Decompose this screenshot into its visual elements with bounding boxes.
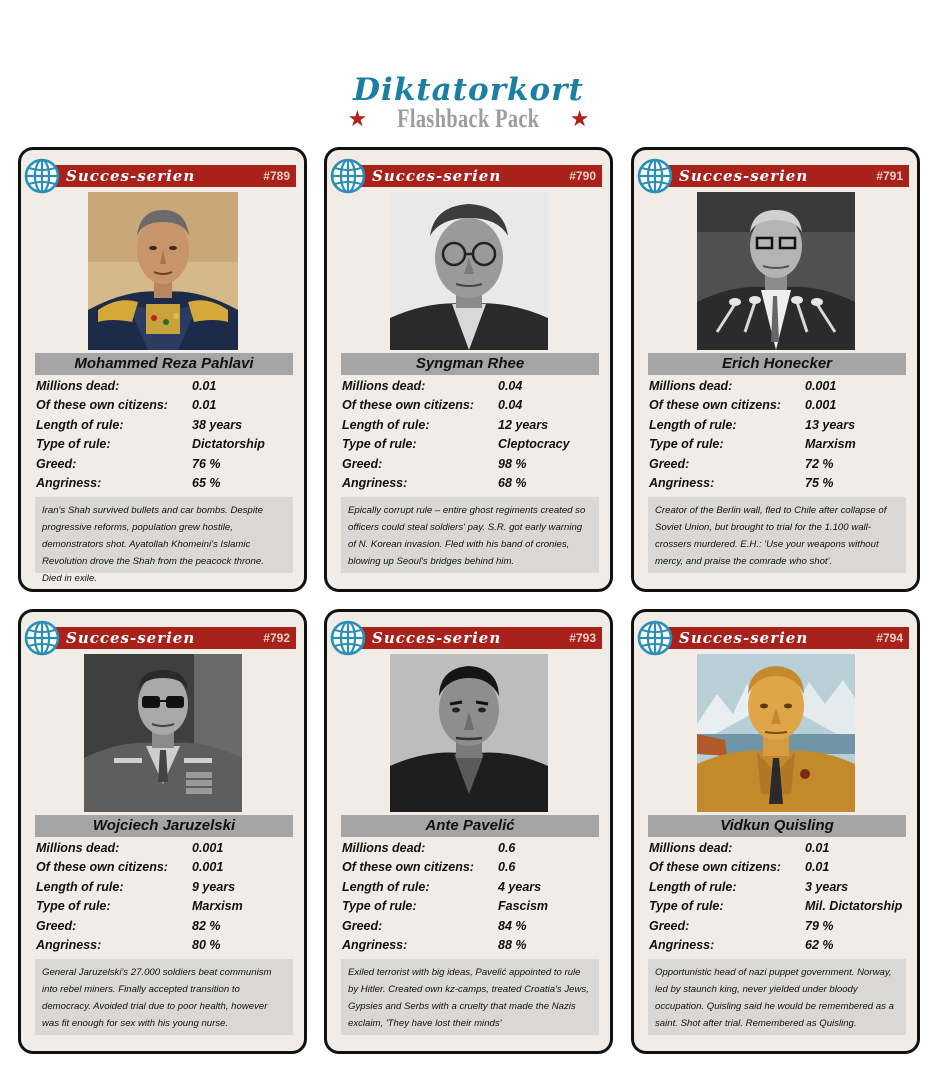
card-banner bbox=[354, 165, 602, 187]
stat-value: 88 % bbox=[498, 937, 527, 952]
stat-label: Of these own citizens: bbox=[649, 398, 781, 413]
stat-row bbox=[342, 398, 602, 417]
stats-table bbox=[342, 379, 602, 495]
stat-row bbox=[36, 398, 296, 417]
stat-row bbox=[36, 457, 296, 476]
card-banner bbox=[661, 627, 909, 649]
stat-value: 0.6 bbox=[498, 841, 516, 855]
stat-value: 13 years bbox=[805, 417, 856, 432]
stat-value: 0.04 bbox=[498, 398, 523, 413]
stat-label: Greed: bbox=[36, 456, 77, 471]
brand-subtitle: Flashback Pack bbox=[397, 104, 540, 133]
stat-label: Of these own citizens: bbox=[36, 860, 168, 875]
stat-row bbox=[342, 841, 602, 860]
card-number: #790 bbox=[569, 169, 596, 183]
card-description: Epically corrupt rule – entire ghost regiments created so officers could steal soldiers' pay. S.R. got early warning of N. Korean invasion. Fled with his band of cronies, blowing up Seoul's bridges behind him. bbox=[341, 497, 599, 573]
stat-label: Type of rule: bbox=[649, 899, 724, 914]
stat-label: Greed: bbox=[649, 918, 690, 933]
stat-label: Angriness: bbox=[649, 475, 715, 490]
card-description: Opportunistic head of nazi puppet government. Norway, led by staunch king, never yielded under bloody occupation. Quisling said he would be remembered as a saint. Shot after trial. Remembered as Quisling. bbox=[648, 959, 906, 1035]
stat-value: 0.01 bbox=[805, 841, 830, 855]
portrait-image bbox=[88, 192, 238, 350]
stat-row bbox=[36, 476, 296, 495]
card-description: Creator of the Berlin wall, fled to Chile after collapse of Soviet Union, but brought to trial for the 1.100 wall-crossers murdered. E.H.: 'Use your weapons without mercy, and praise the comrade who shot'. bbox=[648, 497, 906, 573]
stats-table bbox=[342, 841, 602, 957]
stat-value: 79 % bbox=[805, 918, 834, 933]
stat-value: Mil. Dictatorship bbox=[805, 899, 903, 914]
stat-row bbox=[342, 379, 602, 398]
portrait-image bbox=[390, 654, 548, 812]
stat-row bbox=[36, 418, 296, 437]
stat-value: Marxism bbox=[805, 437, 856, 452]
stat-label: Type of rule: bbox=[342, 437, 417, 452]
stat-value: 12 years bbox=[498, 417, 549, 432]
stat-row bbox=[36, 860, 296, 879]
stat-value: 84 % bbox=[498, 918, 527, 933]
dictator-name: Wojciech Jaruzelski bbox=[35, 815, 293, 837]
stat-row bbox=[649, 437, 909, 456]
dictator-name: Vidkun Quisling bbox=[648, 815, 906, 837]
stat-label: Greed: bbox=[36, 918, 77, 933]
globe-icon bbox=[330, 620, 366, 656]
page-header bbox=[0, 72, 937, 138]
stat-label: Millions dead: bbox=[342, 379, 426, 393]
stat-value: 0.01 bbox=[805, 860, 830, 875]
portrait-image bbox=[84, 654, 242, 812]
stat-row bbox=[649, 919, 909, 938]
portrait-image bbox=[390, 192, 548, 350]
stat-row bbox=[36, 899, 296, 918]
stat-row bbox=[36, 437, 296, 456]
stat-value: Dictatorship bbox=[192, 437, 265, 452]
stat-label: Greed: bbox=[342, 918, 383, 933]
stat-label: Millions dead: bbox=[342, 841, 426, 855]
stat-label: Greed: bbox=[649, 456, 690, 471]
stat-value: 0.01 bbox=[192, 398, 217, 413]
dictator-card bbox=[324, 609, 613, 1054]
stat-row bbox=[649, 899, 909, 918]
stat-label: Length of rule: bbox=[649, 417, 737, 432]
globe-icon bbox=[637, 158, 673, 194]
stat-value: 9 years bbox=[192, 879, 236, 894]
card-description: Iran's Shah survived bullets and car bombs. Despite progressive reforms, population grew hostile, demonstrators shot. Ayatollah Khomeini's Islamic Revolution drove the Shah from the peacock throne. Died in exile. bbox=[35, 497, 293, 573]
stat-label: Greed: bbox=[342, 456, 383, 471]
stat-value: 0.6 bbox=[498, 860, 516, 875]
stat-row bbox=[342, 938, 602, 957]
stat-value: 80 % bbox=[192, 937, 221, 952]
stat-row bbox=[649, 418, 909, 437]
stat-value: 76 % bbox=[192, 456, 221, 471]
stat-label: Angriness: bbox=[36, 937, 102, 952]
stat-row bbox=[649, 476, 909, 495]
card-description: General Jaruzelski's 27.000 soldiers beat communism into rebel miners. Finally accepted transition to democracy. Avoided trial due to poor health, however was fit enough for sex with his young nurse. bbox=[35, 959, 293, 1035]
card-number: #794 bbox=[876, 631, 903, 645]
portrait-image bbox=[697, 654, 855, 812]
globe-icon bbox=[24, 620, 60, 656]
stats-table bbox=[36, 841, 296, 957]
stat-row bbox=[649, 398, 909, 417]
stat-row bbox=[36, 938, 296, 957]
series-label: Succes-serien bbox=[679, 167, 809, 185]
stat-label: Length of rule: bbox=[342, 417, 430, 432]
stat-label: Length of rule: bbox=[36, 879, 124, 894]
globe-icon bbox=[637, 620, 673, 656]
stat-value: 4 years bbox=[498, 879, 542, 894]
series-label: Succes-serien bbox=[372, 629, 502, 647]
stat-row bbox=[36, 379, 296, 398]
stat-row bbox=[649, 938, 909, 957]
stat-label: Length of rule: bbox=[342, 879, 430, 894]
stat-row bbox=[36, 841, 296, 860]
stat-value: 3 years bbox=[805, 879, 849, 894]
brand-subtitle-row bbox=[0, 104, 937, 134]
stat-value: 82 % bbox=[192, 918, 221, 933]
card-banner bbox=[661, 165, 909, 187]
stat-label: Length of rule: bbox=[36, 417, 124, 432]
stat-row bbox=[342, 457, 602, 476]
dictator-card bbox=[18, 609, 307, 1054]
dictator-name: Syngman Rhee bbox=[341, 353, 599, 375]
stat-label: Of these own citizens: bbox=[649, 860, 781, 875]
stat-label: Millions dead: bbox=[649, 379, 733, 393]
stats-table bbox=[649, 379, 909, 495]
stat-value: Fascism bbox=[498, 899, 549, 914]
stat-label: Millions dead: bbox=[36, 841, 120, 855]
stat-value: Marxism bbox=[192, 899, 243, 914]
stat-label: Millions dead: bbox=[36, 379, 120, 393]
stat-value: 0.001 bbox=[192, 860, 224, 875]
stat-row bbox=[342, 919, 602, 938]
card-banner bbox=[48, 627, 296, 649]
stat-value: 38 years bbox=[192, 417, 243, 432]
stat-value: Cleptocracy bbox=[498, 437, 570, 452]
stat-value: 0.001 bbox=[805, 379, 837, 393]
stats-table bbox=[649, 841, 909, 957]
card-number: #789 bbox=[263, 169, 290, 183]
star-icon: ★ bbox=[569, 106, 590, 131]
stat-row bbox=[342, 899, 602, 918]
dictator-name: Erich Honecker bbox=[648, 353, 906, 375]
series-label: Succes-serien bbox=[66, 167, 196, 185]
stat-value: 75 % bbox=[805, 475, 834, 490]
stat-value: 0.001 bbox=[192, 841, 224, 855]
star-icon: ★ bbox=[347, 106, 368, 131]
series-label: Succes-serien bbox=[679, 629, 809, 647]
stat-row bbox=[649, 880, 909, 899]
globe-icon bbox=[330, 158, 366, 194]
globe-icon bbox=[24, 158, 60, 194]
stat-label: Of these own citizens: bbox=[342, 398, 474, 413]
stat-row bbox=[649, 860, 909, 879]
series-label: Succes-serien bbox=[372, 167, 502, 185]
dictator-name: Ante Pavelić bbox=[341, 815, 599, 837]
stat-label: Type of rule: bbox=[649, 437, 724, 452]
stat-row bbox=[649, 379, 909, 398]
stat-label: Type of rule: bbox=[36, 437, 111, 452]
stat-value: 0.04 bbox=[498, 379, 523, 393]
stat-label: Angriness: bbox=[36, 475, 102, 490]
card-banner bbox=[354, 627, 602, 649]
dictator-name: Mohammed Reza Pahlavi bbox=[35, 353, 293, 375]
brand-title: Diktatorkort bbox=[353, 72, 584, 108]
stat-row bbox=[342, 880, 602, 899]
stat-label: Angriness: bbox=[342, 937, 408, 952]
stat-value: 68 % bbox=[498, 475, 527, 490]
stat-row bbox=[36, 880, 296, 899]
stat-label: Millions dead: bbox=[649, 841, 733, 855]
stat-row bbox=[649, 457, 909, 476]
stat-row bbox=[649, 841, 909, 860]
stat-label: Of these own citizens: bbox=[342, 860, 474, 875]
stat-label: Angriness: bbox=[649, 937, 715, 952]
stat-value: 72 % bbox=[805, 456, 834, 471]
stat-value: 65 % bbox=[192, 475, 221, 490]
card-number: #793 bbox=[569, 631, 596, 645]
dictator-card bbox=[18, 147, 307, 592]
stat-row bbox=[342, 476, 602, 495]
stat-label: Type of rule: bbox=[342, 899, 417, 914]
card-description: Exiled terrorist with big ideas, Pavelić appointed to rule by Hitler. Created own kz-camps, treated Croatia's Jews, Gypsies and Serbs with a cruelty that made the Nazis exclaim, 'They have lost their minds' bbox=[341, 959, 599, 1035]
series-label: Succes-serien bbox=[66, 629, 196, 647]
dictator-card bbox=[631, 147, 920, 592]
stat-label: Of these own citizens: bbox=[36, 398, 168, 413]
stat-row bbox=[342, 437, 602, 456]
dictator-card bbox=[324, 147, 613, 592]
stat-row bbox=[36, 919, 296, 938]
stat-row bbox=[342, 418, 602, 437]
stats-table bbox=[36, 379, 296, 495]
stat-label: Type of rule: bbox=[36, 899, 111, 914]
stat-label: Length of rule: bbox=[649, 879, 737, 894]
card-number: #791 bbox=[876, 169, 903, 183]
stat-row bbox=[342, 860, 602, 879]
portrait-image bbox=[697, 192, 855, 350]
stat-value: 62 % bbox=[805, 937, 834, 952]
card-number: #792 bbox=[263, 631, 290, 645]
stat-value: 0.01 bbox=[192, 379, 217, 393]
stat-value: 98 % bbox=[498, 456, 527, 471]
stat-label: Angriness: bbox=[342, 475, 408, 490]
stat-value: 0.001 bbox=[805, 398, 837, 413]
card-banner bbox=[48, 165, 296, 187]
dictator-card bbox=[631, 609, 920, 1054]
